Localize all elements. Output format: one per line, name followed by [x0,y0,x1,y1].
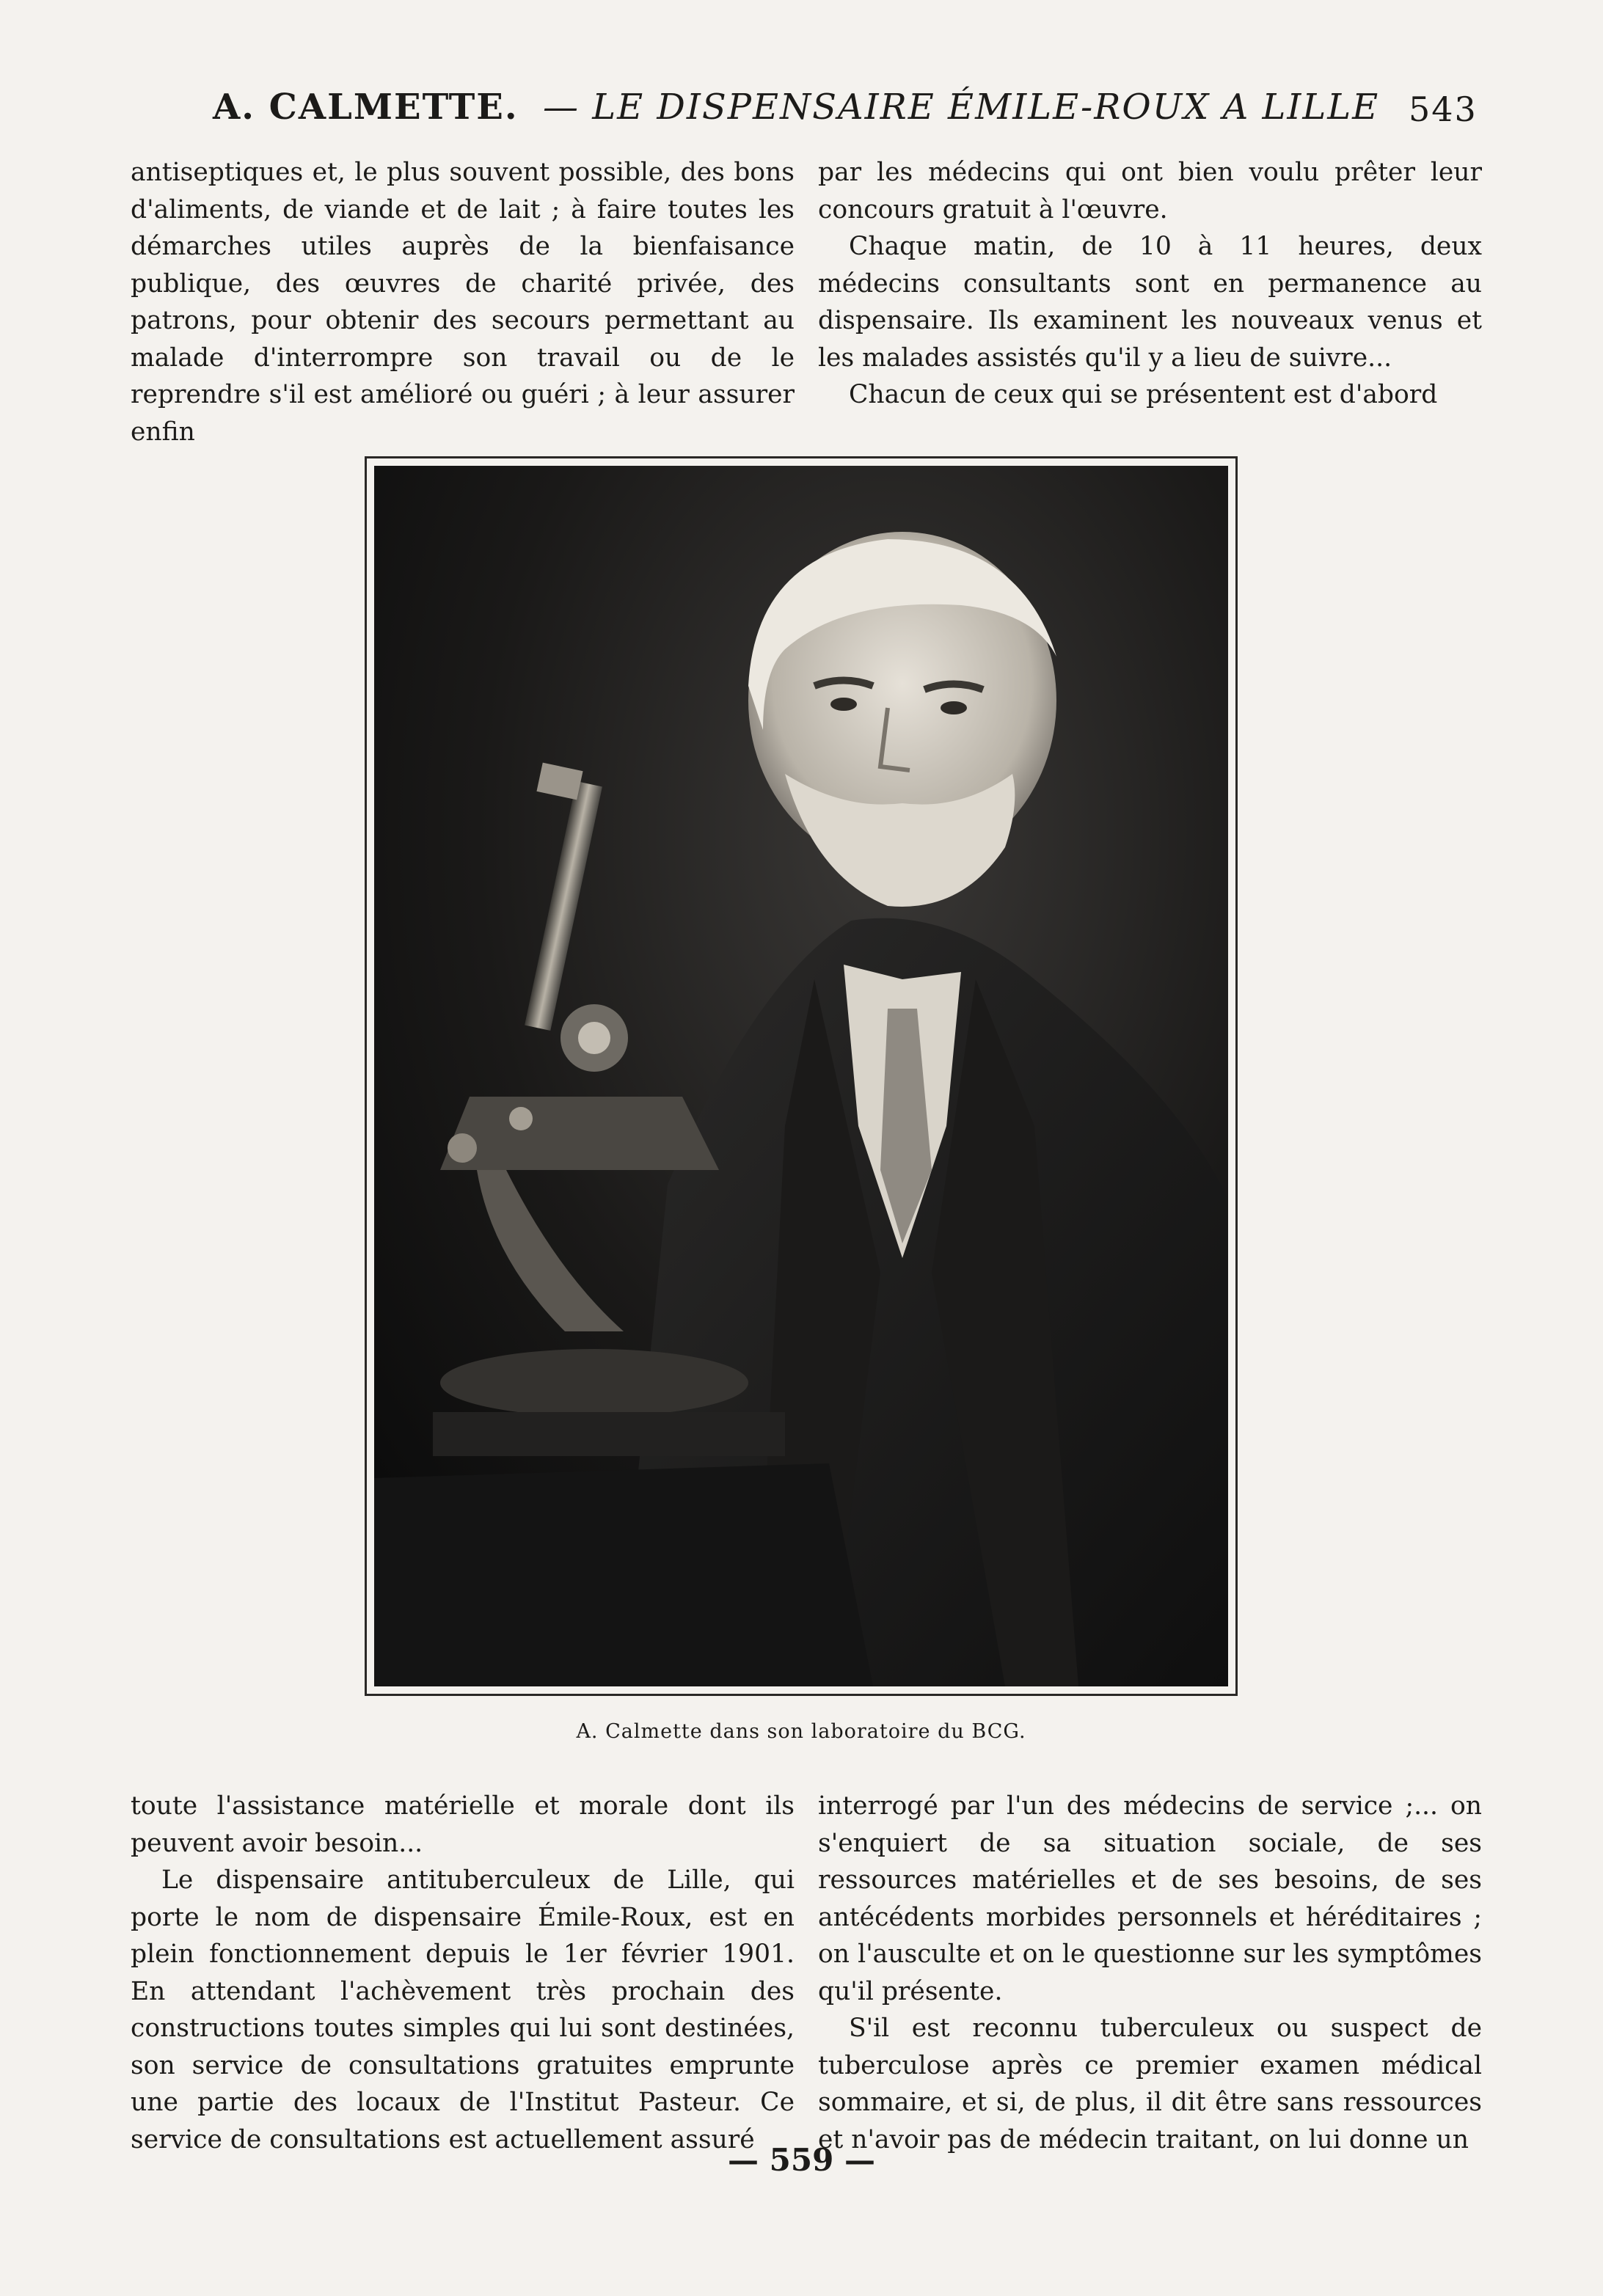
folio-number: — 559 — [728,2142,875,2178]
page-number: 543 [1409,89,1478,129]
column-top-left [131,154,795,450]
column-bottom-left [131,1788,795,2158]
column-bottom-right [818,1788,1482,2158]
paragraph: interrogé par l'un des médecins de service ;... on s'enquiert de sa situation sociale, de ses ressources matérielles et de ses besoins, de ses antécédents morbides personnels et héréditaires ; on l'ausculte et on le questionne sur les symptômes qu'il présente. [818,1791,1482,2006]
portrait-image [374,466,1228,1686]
figure-caption: A. Calmette dans son laboratoire du BCG. [576,1720,1026,1743]
portrait-photograph [365,456,1238,1696]
paragraph: antiseptiques et, le plus souvent possible, des bons d'aliments, de viande et de lait ; à faire toutes les démarches utiles auprès de la bienfaisance publique, des œuvres de charité privée, des patrons, pour obtenir des secours permettant au malade d'interrompre son travail ou de le reprendre s'il est amélioré ou guéri ; à leur assurer enfin [131,158,795,447]
paragraph: Chacun de ceux qui se présentent est d'abord [849,380,1438,409]
column-top-right [818,154,1482,414]
running-header [132,87,1497,145]
header-title: — LE DISPENSAIRE ÉMILE-ROUX A LILLE [543,87,1380,128]
paragraph: S'il est reconnu tuberculeux ou suspect de tuberculose après ce premier examen médical sommaire, et si, de plus, il dit être sans ressources et n'avoir pas de médecin traitant, on lui donne un [818,2014,1482,2154]
header-author: A. CALMETTE. [213,87,519,128]
paragraph: Le dispensaire antituberculeux de Lille, qui porte le nom de dispensaire Émile-Roux, est en plein fonctionnement depuis le 1er février 1901. En attendant l'achèvement très prochain des constructions toutes simples qui lui sont destinées, son service de consultations gratuites emprunte une partie des locaux de l'Institut Pasteur. Ce service de consultations est actuellement assuré [131,1865,795,2154]
paragraph: par les médecins qui ont bien voulu prêter leur concours gratuit à l'œuvre. [818,158,1482,224]
paragraph: Chaque matin, de 10 à 11 heures, deux médecins consultants sont en permanence au dispensaire. Ils examinent les nouveaux venus et les malades assistés qu'il y a lieu de suivre... [818,232,1482,373]
paragraph: toute l'assistance matérielle et morale dont ils peuvent avoir besoin... [131,1791,795,1858]
